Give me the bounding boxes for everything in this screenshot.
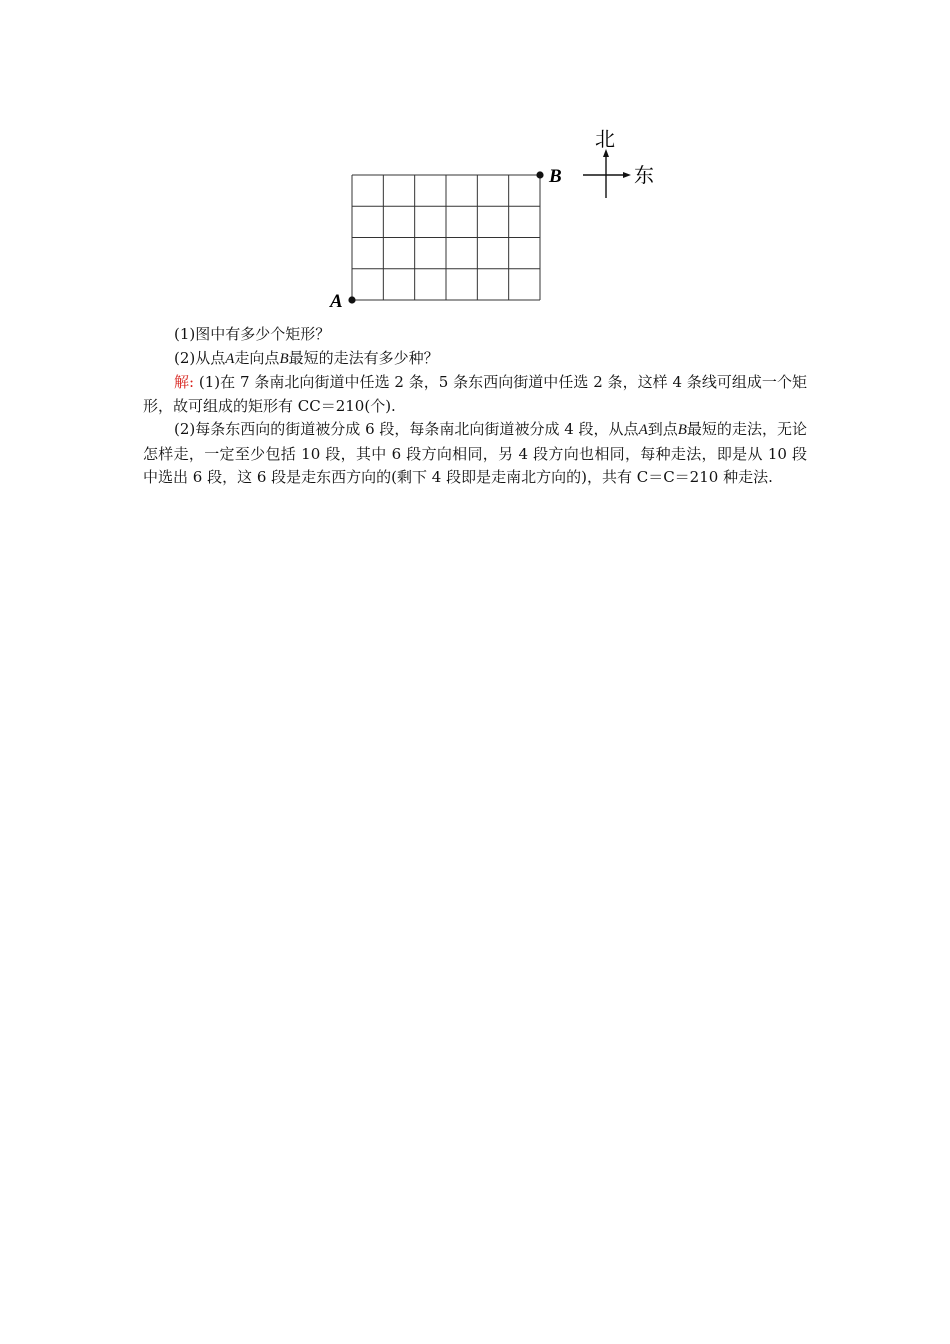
solution-part-2-suffix: 最短的走法，无论怎样走，一定至少包括 10 段，其中 6 段方向相同，另 4 段方向也相同，每种走法，即是从 10 段中选出 6 段，这 6 段是走东西方向的(剩下 4 段即是走南北方向的)，共有 C＝C＝210 种走法.: [143, 420, 807, 486]
question-2-point-a: A: [225, 350, 235, 367]
point-a-label: A: [330, 291, 343, 312]
solution-part-2-prefix: (2)每条东西向的街道被分成 6 段，每条南北向街道被分成 4 段，从点: [174, 420, 639, 438]
solution-part-2-point-a: A: [638, 422, 648, 438]
point-b-label: B: [549, 166, 562, 187]
question-2-point-b: B: [279, 350, 289, 367]
street-grid-svg: [320, 118, 680, 318]
street-grid-figure: [320, 118, 680, 318]
compass-north-label: 北: [595, 127, 615, 151]
point-b-dot: [536, 171, 543, 178]
question-2: [143, 347, 807, 372]
solution-part-2-middle: 到点: [647, 420, 678, 438]
question-2-middle: 走向点: [234, 348, 280, 367]
question-1: (1)图中有多少个矩形？: [174, 325, 331, 343]
compass-east-label: 东: [634, 163, 654, 187]
street-grid: [352, 175, 540, 300]
solution-part-2-point-b: B: [677, 422, 687, 438]
solution-label: 解:: [174, 373, 195, 391]
solution-part-1-text: (1)在 7 条南北向街道中任选 2 条，5 条东西向街道中任选 2 条，这样 4 条线可组成一个矩形，故可组成的矩形有 CC＝210(个).: [143, 373, 807, 415]
compass-icon: [583, 149, 631, 198]
point-a-dot: [348, 296, 355, 303]
question-2-suffix: 最短的走法有多少种？: [288, 348, 439, 367]
solution-part-1: [143, 371, 807, 418]
problem-text: [143, 323, 807, 490]
question-2-prefix: (2)从点: [174, 348, 226, 367]
solution-part-2: [143, 418, 807, 490]
